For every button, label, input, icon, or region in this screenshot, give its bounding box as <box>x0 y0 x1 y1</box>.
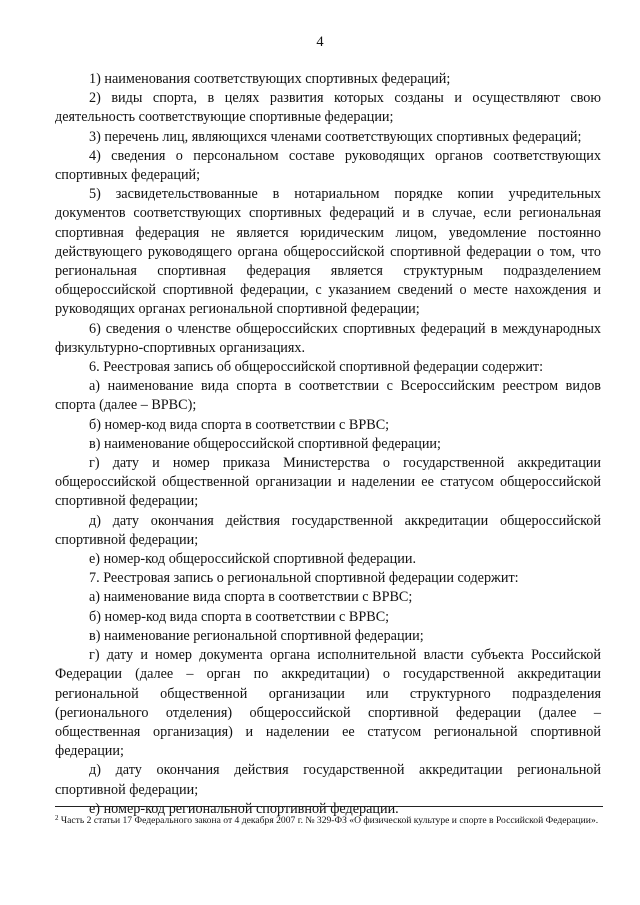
section-6-item-b: б) номер-код вида спорта в соответствии с ВРВС; <box>89 416 390 433</box>
list-item-2: 2) виды спорта, в целях развития которых созданы и осуществляют свою деятельность соответствующие спортивные федерации; <box>55 90 601 126</box>
section-7-item-a: а) наименование вида спорта в соответствии с ВРВС; <box>89 589 413 606</box>
list-item-4: 4) сведения о персональном составе руководящих органов соответствующих спортивных федераций; <box>55 147 601 184</box>
list-item-5: 5) засвидетельствованные в нотариальном порядке копии учредительных документов соответствующих спортивных федераций и в случае, если региональная спортивная федерация не является юридическим лицом, уведомление постоянно действующего руководящего органа общероссийской спортивной федерации о том, что региональная спортивная федерация является структурным подразделением общероссийской спортивной федерации, с указанием сведений о месте нахождения и руководящих органах региональной спортивной федерации; <box>55 186 601 318</box>
section-7-item-v: в) наименование региональной спортивной федерации; <box>89 627 424 644</box>
section-6-item-d: д) дату окончания действия государственной аккредитации общероссийской спортивной федерации; <box>55 512 601 548</box>
section-7-item-d: д) дату окончания действия государственной аккредитации региональной спортивной федерации; <box>55 762 601 798</box>
footnote-marker: 2 <box>55 814 59 822</box>
section-7-heading: 7. Реестровая запись о региональной спортивной федерации содержит: <box>89 570 519 587</box>
footnote-text: Часть 2 статьи 17 Федерального закона от 4 декабря 2007 г. № 329-ФЗ «О физической культуре и спорте в Российской Федерации». <box>60 815 599 826</box>
page-number: 4 <box>316 34 324 50</box>
footnote <box>55 812 603 827</box>
list-item-3: 3) перечень лиц, являющихся членами соответствующих спортивных федераций; <box>89 128 582 145</box>
section-7-item-b: б) номер-код вида спорта в соответствии с ВРВС; <box>89 608 390 625</box>
section-6-item-a: а) наименование вида спорта в соответствии с Всероссийским реестром видов спорта (далее – ВРВС); <box>55 378 601 414</box>
footnote-divider <box>55 806 603 807</box>
section-6-heading: 6. Реестровая запись об общероссийской спортивной федерации содержит: <box>89 359 544 376</box>
body-text <box>55 70 601 819</box>
section-6-item-v: в) наименование общероссийской спортивной федерации; <box>89 435 441 452</box>
section-7-item-g: г) дату и номер документа органа исполнительной власти субъекта Российской Федерации (далее – орган по аккредитации) о государственной аккредитации региональной общественной организации или структурного подразделения (регионального отделения) общероссийской спортивной федерации (далее – общественная организация) и наделении ее статусом региональной спортивной федерации; <box>55 647 601 760</box>
list-item-1: 1) наименования соответствующих спортивных федераций; <box>89 71 451 87</box>
section-6-item-g: г) дату и номер приказа Министерства о государственной аккредитации общероссийской общественной организации и наделении ее статусом общероссийской спортивной федерации; <box>55 455 601 510</box>
list-item-6: 6) сведения о членстве общероссийских спортивных федераций в международных физкультурно-спортивных организациях. <box>55 320 601 356</box>
section-7-item-e: е) номер-код региональной спортивной федерации. <box>89 800 399 817</box>
section-6-item-e: е) номер-код общероссийской спортивной федерации. <box>89 551 416 568</box>
